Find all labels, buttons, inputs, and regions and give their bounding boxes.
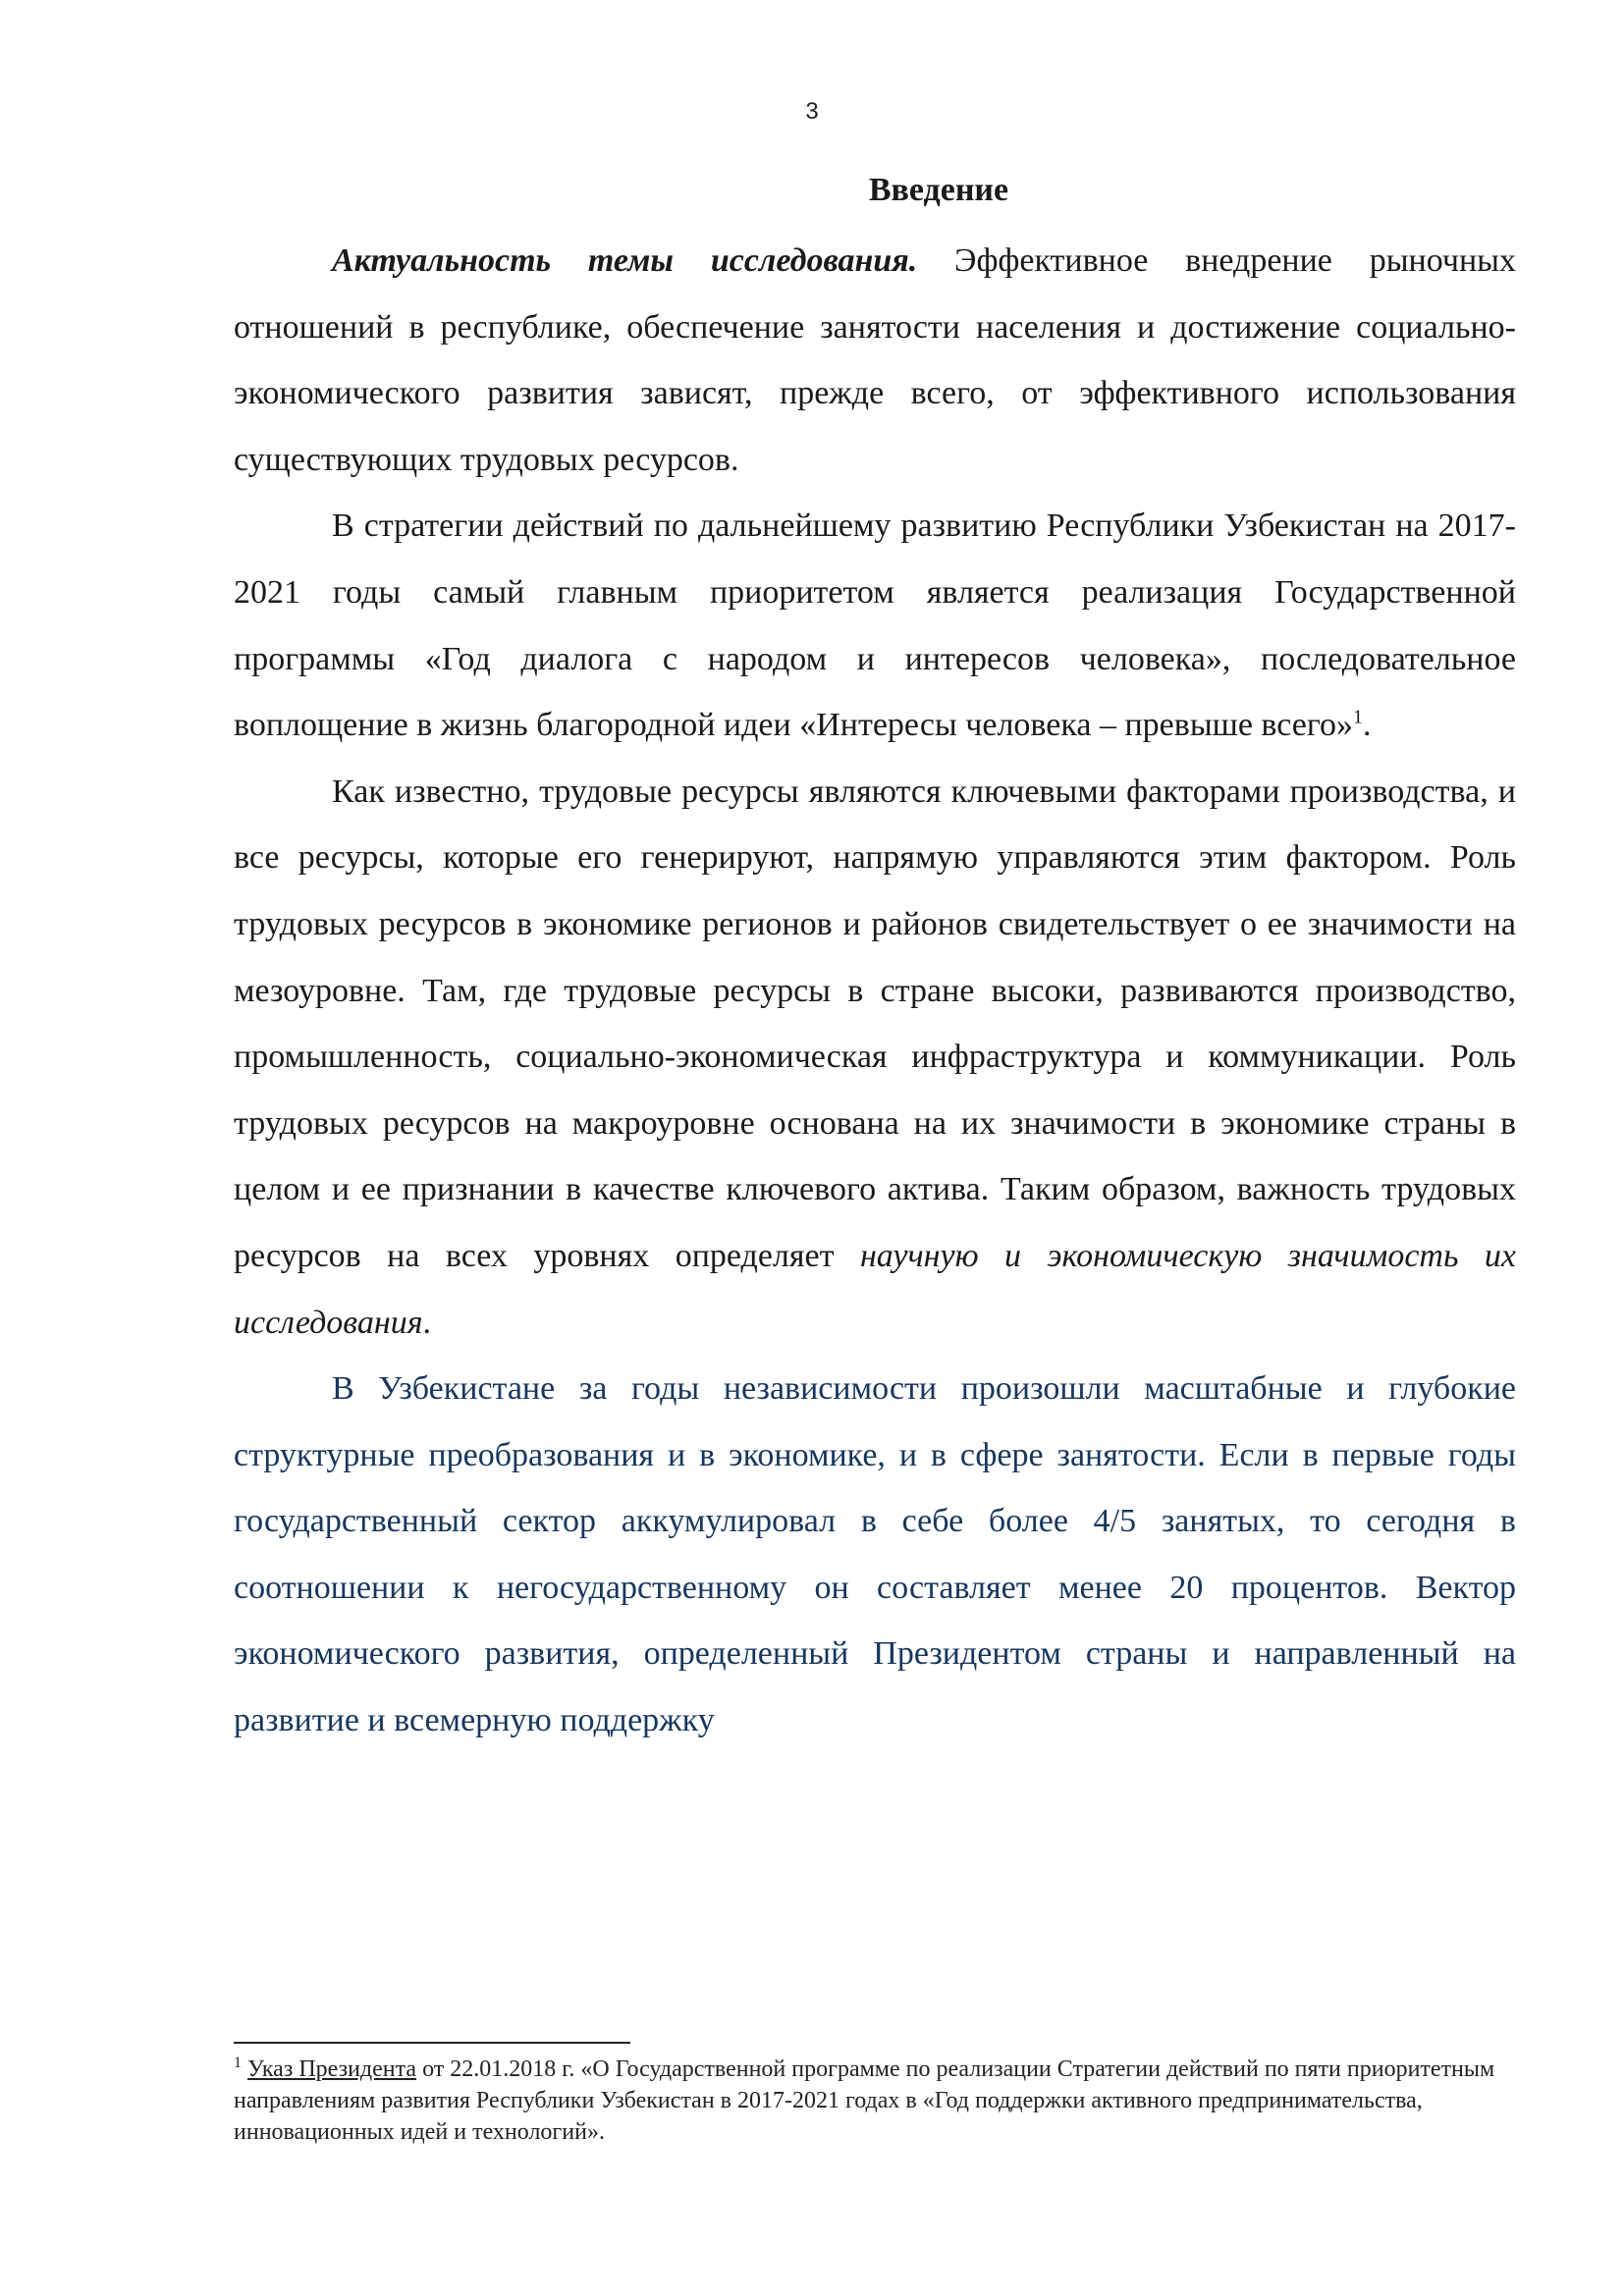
labor-italic: научную и экономическую значимость их исследования <box>234 1237 1516 1341</box>
footnote-link[interactable]: Указ Президента <box>247 2056 417 2082</box>
body-text <box>234 167 1516 1754</box>
relevance-text: Эффективное внедрение рыночных отношений в республике, обеспечение занятости населения и достижение социально-экономического развития зависят, прежде всего, от эффективного использования существующих трудовых ресурсов. <box>234 242 1517 478</box>
labor-end: . <box>422 1304 431 1341</box>
footnote-marker: 1 <box>234 2055 242 2071</box>
paragraph-strategy <box>234 493 1516 758</box>
section-heading: Введение <box>868 172 1009 208</box>
strategy-text: В стратегии действий по дальнейшему развитию Республики Узбекистан на 2017-2021 годы самый главным приоритетом является реализация Государственной программы «Год диалога с народом и интересов человека», последовательное воплощение в жизнь благородной идеи «Интересы человека – превыше всего» <box>234 507 1516 744</box>
uzbekistan-text: В Узбекистане за годы независимости произошли масштабные и глубокие структурные преобразования и в экономике, и в сфере занятости. Если в первые годы государственный сектор аккумулировал в себе более 4/5 занятых, то сегодня в соотношении к негосударственному он составляет менее 20 процентов. Вектор экономического развития, определенный Президентом страны и направленный на развитие и всемерную поддержку <box>234 1370 1516 1739</box>
paragraph-relevance <box>234 228 1516 493</box>
labor-text: Как известно, трудовые ресурсы являются ключевыми факторами производства, и все ресурсы, которые его генерируют, напрямую управляются этим фактором. Роль трудовых ресурсов в экономике регионов и районов свидетельствует о ее значимости на мезоуровне. Там, где трудовые ресурсы в стране высоки, развиваются производство, промышленность, социально-экономическая инфраструктура и коммуникации. Роль трудовых ресурсов на макроуровне основана на их значимости в экономике страны в целом и ее признании в качестве ключевого актива. Таким образом, важность трудовых ресурсов на всех уровнях определяет <box>234 773 1516 1274</box>
page-number: 3 <box>805 98 819 125</box>
footnote <box>234 2054 1516 2148</box>
relevance-lead: Актуальность темы исследования. <box>332 242 918 279</box>
footnote-separator <box>234 2042 630 2044</box>
strategy-end: . <box>1362 707 1372 744</box>
footnote-text: от 22.01.2018 г. «О Государственной программе по реализации Стратегии действий по пяти приоритетным направлениям развития Республики Узбекистан в 2017-2021 годах в «Год поддержки активного предпринимательства, инновационных идей и технологий». <box>234 2056 1495 2145</box>
paragraph-uzbekistan <box>234 1356 1516 1754</box>
paragraph-labor-resources <box>234 759 1516 1356</box>
footnote-reference[interactable]: 1 <box>1352 706 1363 728</box>
